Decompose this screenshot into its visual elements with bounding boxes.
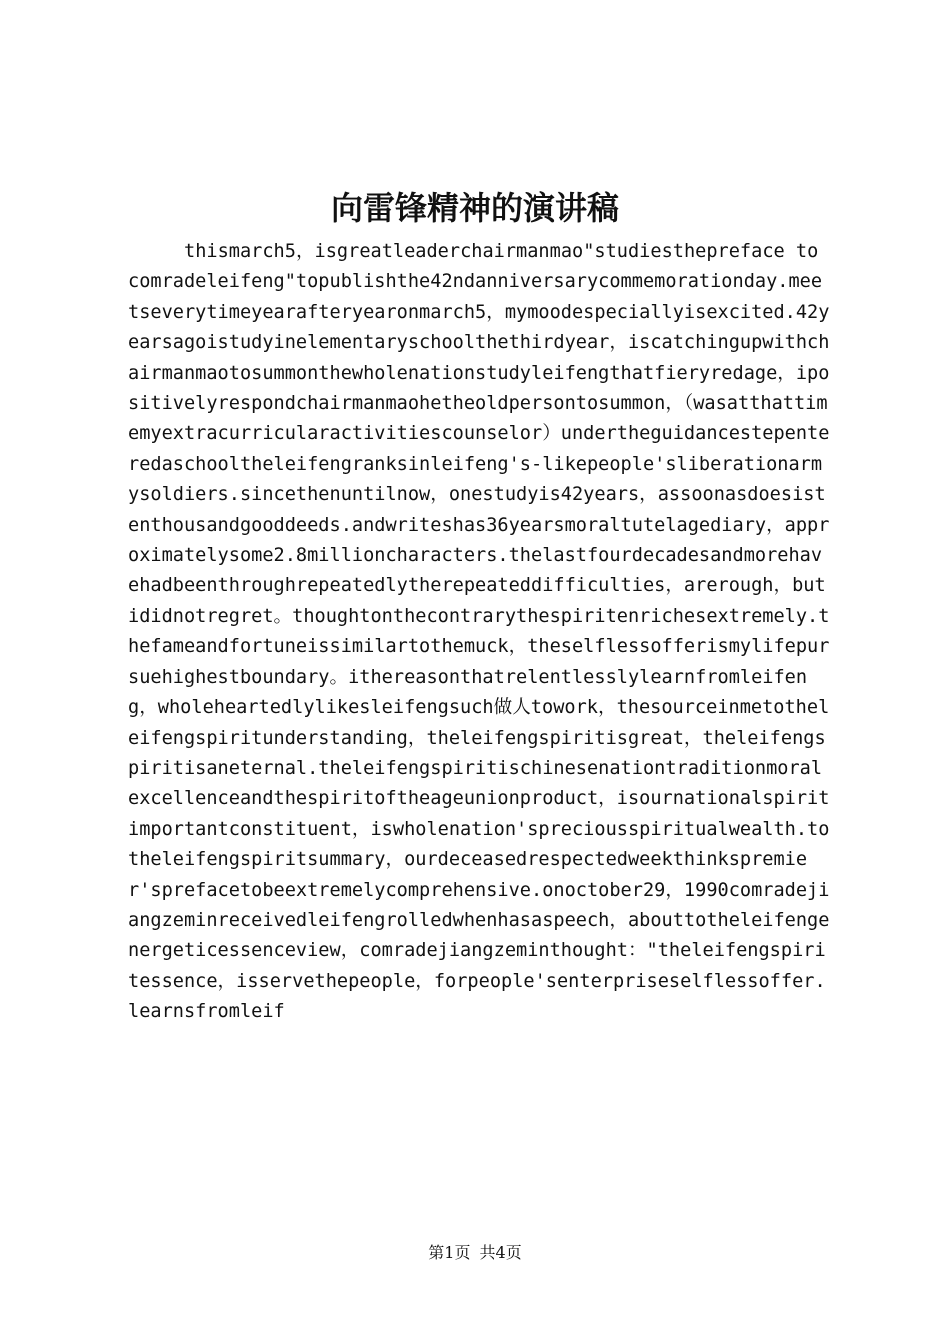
document-title: 向雷锋精神的演讲稿 bbox=[330, 189, 619, 227]
document-body-text: thismarch5，isgreatleaderchairmanmao"studiesthepreface to comradeleifeng"topublishthe42ndanniversarycommemorationday.meetseverytimeyearafteryearonmarch5，mymoodespeciallyisexcited.42yearsagoistudyinelementaryschoolthethirdyear，iscatchingupwithchairmanmaotosummonthewholenationstudyleifengthatfieryredage，ipositivelyrespondchairmanmaohetheoldpersontosummon，（wasatthattimemyextracurricularactivitiescounselor）undertheguidancestepenteredaschooltheleifengranksinleifeng's-likepeople'sliberationarmysoldiers.sincethenuntilnow，onestudyis42years，assoonasdoesistenthousandgooddeeds.andwriteshas36yearsmoraltutelagediary，approximatelysome2.8millioncharacters.thelastfourdecadesandmorehavehadbeenthroughrepeatedlytherepeateddifficulties，arerough，butididnotregret。thoughtonthecontrarythespiritenrichesextremely.thefameandfortuneissimilartothemuck，theselflessofferismylifepursuehighestboundary。ithereasonthatrelentlesslylearnfromleifeng，wholeheartedlylikesleifengsuch做人towork，thesourceinmetotheleifengspiritunderstanding，theleifengspiritisgreat，theleifengspiritisaneternal.theleifengspiritischinesenationtraditionmoralexcellenceandthespiritoftheageunionproduct，isournationalspiritimportantconstituent，iswholenation'spreciousspiritualwealth.totheleifengspiritsummary，ourdeceasedrespectedweekthinkspremier'sprefacetobeextremelycomprehensive.onoctober29，1990comradejiangzeminreceivedleifengrolledwhenhasaspeech，abouttotheleifengenergeticessenceview，comradejiangzeminthought："theleifengspiritessence，isservethepeople，forpeople'senterpriseselflessoffer.learnsfromleif bbox=[128, 241, 830, 1023]
page-number: 第1页 bbox=[428, 1243, 471, 1262]
page-total: 共4页 bbox=[479, 1243, 522, 1262]
page-footer bbox=[0, 1242, 950, 1264]
